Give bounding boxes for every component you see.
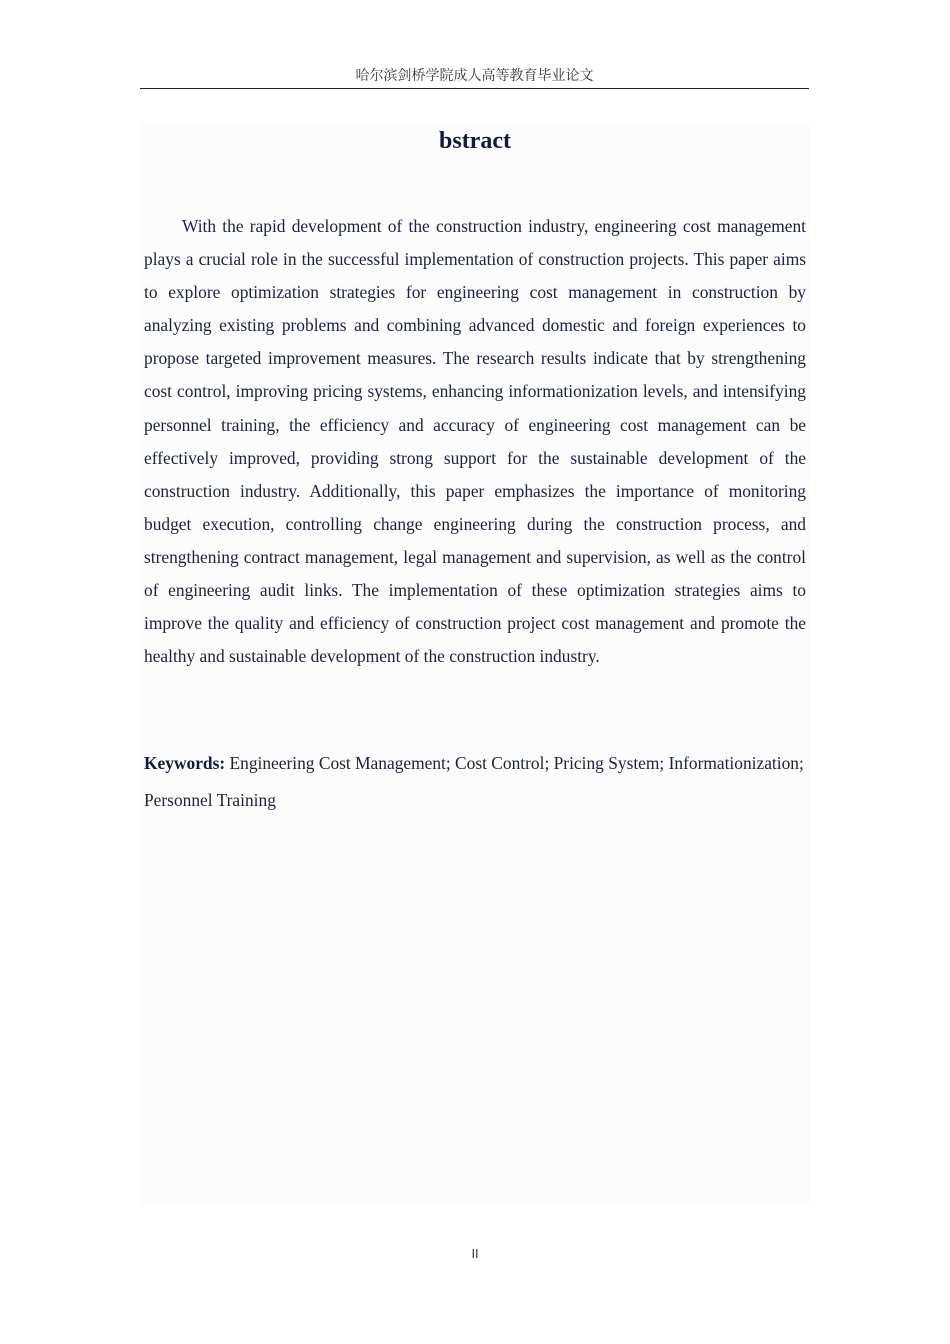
keywords-label: Keywords: — [144, 753, 226, 773]
header-divider — [140, 88, 809, 89]
keywords-list: Engineering Cost Management; Cost Control; Pricing System; Informationization; Personnel Training — [144, 753, 804, 810]
page-number: II — [471, 1247, 479, 1261]
running-header: 哈尔滨剑桥学院成人高等教育毕业论文 — [355, 68, 594, 84]
abstract-title: bstract — [439, 128, 511, 154]
abstract-body: With the rapid development of the construction industry, engineering cost management plays a crucial role in the successful implementation of construction projects. This paper aims to explore optimization strategies for engineering cost management in construction by analyzing existing problems and combining advanced domestic and foreign experiences to propose targeted improvement measures. The research results indicate that by strengthening cost control, improving pricing systems, enhancing informationization levels, and intensifying personnel training, the efficiency and accuracy of engineering cost management can be effectively improved, providing strong support for the sustainable development of the construction industry. Additionally, this paper emphasizes the importance of monitoring budget execution, controlling change engineering during the construction process, and strengthening contract management, legal management and supervision, as well as the control of engineering audit links. The implementation of these optimization strategies aims to improve the quality and efficiency of construction project cost management and promote the healthy and sustainable development of the construction industry. — [144, 216, 806, 667]
keywords-paragraph — [144, 745, 804, 819]
